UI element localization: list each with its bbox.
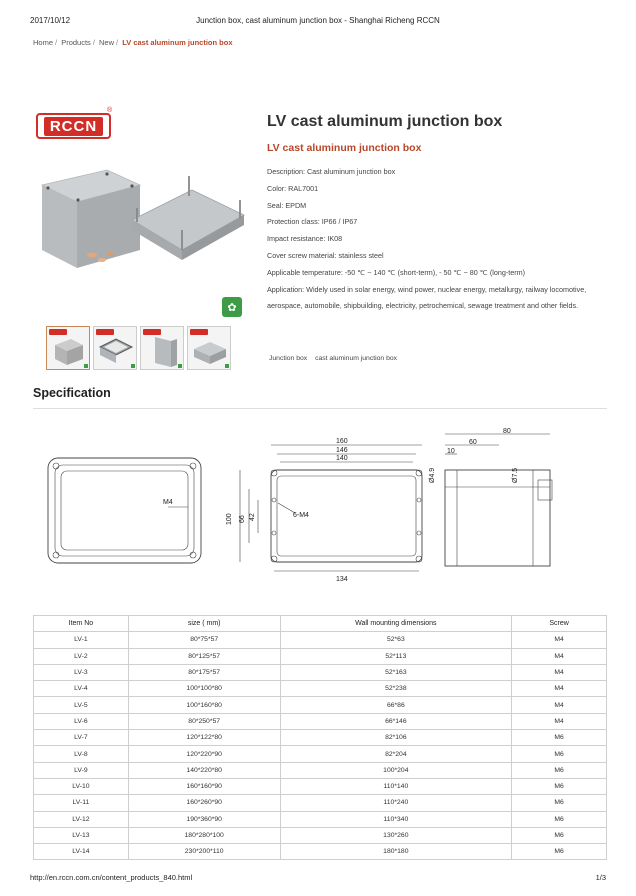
spec-cover-screw: Cover screw material: stainless steel (267, 250, 384, 260)
table-row (34, 697, 607, 713)
cell-wall-mounting: 180*180 (280, 844, 512, 860)
cell-wall-mounting: 52*238 (280, 681, 512, 697)
cell-wall-mounting: 52*163 (280, 664, 512, 680)
cell-item-no: LV-13 (34, 827, 129, 843)
cell-wall-mounting: 100*204 (280, 762, 512, 778)
logo-registered-mark: ® (107, 107, 113, 114)
cell-size: 230*200*110 (128, 844, 280, 860)
cell-screw: M4 (512, 648, 607, 664)
thumbnail-logo-icon (190, 329, 208, 335)
table-row (34, 713, 607, 729)
logo-text: RCCN (44, 117, 103, 136)
table-row (34, 664, 607, 680)
cell-size: 160*160*90 (128, 778, 280, 794)
cell-item-no: LV-9 (34, 762, 129, 778)
spec-application: Application: Widely used in solar energy, wind power, nuclear energy, metallurgy, railway locomotive, aerospace, automobile, shipbuilding, electricity, petrochemical, sewage treatment and other fields. (267, 284, 587, 311)
cell-size: 100*100*80 (128, 681, 280, 697)
table-row (34, 795, 607, 811)
cell-wall-mounting: 52*63 (280, 632, 512, 648)
cell-item-no: LV-3 (34, 664, 129, 680)
cell-item-no: LV-11 (34, 795, 129, 811)
cell-size: 190*360*90 (128, 811, 280, 827)
side-view (429, 428, 552, 566)
thumbnail-3[interactable] (140, 326, 184, 370)
table-row (34, 746, 607, 762)
dim-100: 100 (226, 513, 233, 525)
technical-drawing (33, 425, 608, 595)
page-number: 1/3 (595, 873, 606, 882)
label-m4: M4 (163, 499, 173, 506)
cell-size: 80*250*57 (128, 713, 280, 729)
section-divider (33, 408, 607, 409)
table-header-row (34, 616, 607, 632)
cell-item-no: LV-5 (34, 697, 129, 713)
cell-size: 120*220*90 (128, 746, 280, 762)
print-footer (30, 873, 606, 885)
cell-screw: M6 (512, 795, 607, 811)
cell-size: 180*280*100 (128, 827, 280, 843)
spec-protection-class: Protection class: IP66 / IP67 (267, 217, 358, 227)
top-view (226, 438, 422, 583)
dim-phi-7-5: Ø7.5 (512, 467, 519, 483)
specification-heading: Specification (33, 386, 111, 400)
print-date: 2017/10/12 (30, 16, 71, 25)
cell-size: 120*122*80 (128, 730, 280, 746)
spec-temperature: Applicable temperature: -50 ℃ ~ 140 ℃ (short-term), - 50 ℃ ~ 80 ℃ (long-term) (267, 267, 525, 277)
cell-screw: M4 (512, 697, 607, 713)
rccn-logo (36, 113, 111, 139)
cell-wall-mounting: 52*113 (280, 648, 512, 664)
table-row (34, 778, 607, 794)
cell-item-no: LV-10 (34, 778, 129, 794)
dim-140: 140 (336, 455, 348, 462)
spec-color: Color: RAL7001 (267, 183, 319, 193)
cell-wall-mounting: 110*140 (280, 778, 512, 794)
product-tags (269, 355, 403, 362)
dim-42: 42 (249, 513, 256, 521)
page-url: http://en.rccn.com.cn/content_products_840.html (30, 873, 193, 882)
breadcrumb-new[interactable]: New (99, 38, 115, 47)
table-row (34, 811, 607, 827)
header-size: size ( mm) (128, 616, 280, 632)
cell-screw: M6 (512, 762, 607, 778)
cell-size: 80*125*57 (128, 648, 280, 664)
breadcrumb-products[interactable]: Products (61, 38, 91, 47)
product-thumbnails (46, 326, 231, 370)
cell-wall-mounting: 130*260 (280, 827, 512, 843)
label-6-m4: 6-M4 (293, 512, 309, 519)
dim-134: 134 (336, 576, 348, 583)
cell-item-no: LV-6 (34, 713, 129, 729)
dim-phi-4-9: Ø4.9 (429, 467, 436, 483)
print-header (30, 16, 606, 28)
cell-item-no: LV-2 (34, 648, 129, 664)
tag-junction-box[interactable]: Junction box (269, 355, 308, 362)
cell-wall-mounting: 82*204 (280, 746, 512, 762)
cell-item-no: LV-7 (34, 730, 129, 746)
cell-size: 80*175*57 (128, 664, 280, 680)
cell-size: 140*220*80 (128, 762, 280, 778)
cell-wall-mounting: 82*106 (280, 730, 512, 746)
cell-size: 80*75*57 (128, 632, 280, 648)
cell-wall-mounting: 66*86 (280, 697, 512, 713)
thumbnail-badge-icon (178, 364, 182, 368)
product-subtitle: LV cast aluminum junction box (267, 142, 422, 154)
breadcrumb: Home / Products / New / LV cast aluminum junction box (33, 38, 233, 47)
dim-80: 80 (503, 428, 511, 435)
cell-screw: M6 (512, 746, 607, 762)
breadcrumb-current: LV cast aluminum junction box (122, 38, 233, 47)
header-screw: Screw (512, 616, 607, 632)
product-specs (267, 164, 612, 315)
thumbnail-logo-icon (49, 329, 67, 335)
thumbnail-badge-icon (225, 364, 229, 368)
cell-screw: M6 (512, 778, 607, 794)
cell-wall-mounting: 110*340 (280, 811, 512, 827)
table-row (34, 681, 607, 697)
cell-screw: M6 (512, 730, 607, 746)
thumbnail-badge-icon (131, 364, 135, 368)
cell-screw: M6 (512, 844, 607, 860)
tag-cast-aluminum-junction-box[interactable]: cast aluminum junction box (315, 355, 398, 362)
cell-item-no: LV-4 (34, 681, 129, 697)
cell-wall-mounting: 66*146 (280, 713, 512, 729)
dim-160: 160 (336, 438, 348, 445)
spec-seal: Seal: EPDM (267, 200, 307, 210)
dim-66: 66 (239, 515, 246, 523)
spec-impact-resistance: Impact resistance: IK08 (267, 234, 343, 244)
product-photo (32, 150, 247, 322)
table-row (34, 844, 607, 860)
table-row (34, 762, 607, 778)
cell-size: 160*260*90 (128, 795, 280, 811)
table-row (34, 632, 607, 648)
cell-screw: M4 (512, 632, 607, 648)
cell-item-no: LV-1 (34, 632, 129, 648)
cell-item-no: LV-14 (34, 844, 129, 860)
cell-wall-mounting: 110*240 (280, 795, 512, 811)
specification-table (33, 615, 607, 860)
spec-description: Description: Cast aluminum junction box (267, 167, 396, 176)
product-title: LV cast aluminum junction box (267, 113, 503, 130)
thumbnail-logo-icon (96, 329, 114, 335)
thumbnail-logo-icon (143, 329, 161, 335)
thumbnail-badge-icon (84, 364, 88, 368)
cell-item-no: LV-8 (34, 746, 129, 762)
header-wall-mounting: Wall mounting dimensions (280, 616, 512, 632)
cell-item-no: LV-12 (34, 811, 129, 827)
breadcrumb-home[interactable]: Home (33, 38, 54, 47)
dim-60: 60 (469, 439, 477, 446)
table-row (34, 730, 607, 746)
header-item-no: Item No (34, 616, 129, 632)
cell-screw: M4 (512, 681, 607, 697)
cell-screw: M4 (512, 713, 607, 729)
front-view (48, 458, 201, 563)
cell-size: 100*160*80 (128, 697, 280, 713)
cell-screw: M4 (512, 664, 607, 680)
cell-screw: M6 (512, 811, 607, 827)
dim-146: 146 (336, 447, 348, 454)
cell-screw: M6 (512, 827, 607, 843)
thumbnail-1[interactable] (46, 326, 90, 370)
table-body (34, 632, 607, 860)
dim-10: 10 (447, 448, 455, 455)
print-title: Junction box, cast aluminum junction box - Shanghai Richeng RCCN (196, 16, 440, 25)
table-row (34, 648, 607, 664)
table-row (34, 827, 607, 843)
eco-leaf-icon: ✿ (222, 297, 242, 317)
thumbnail-4[interactable] (187, 326, 231, 370)
thumbnail-2[interactable] (93, 326, 137, 370)
